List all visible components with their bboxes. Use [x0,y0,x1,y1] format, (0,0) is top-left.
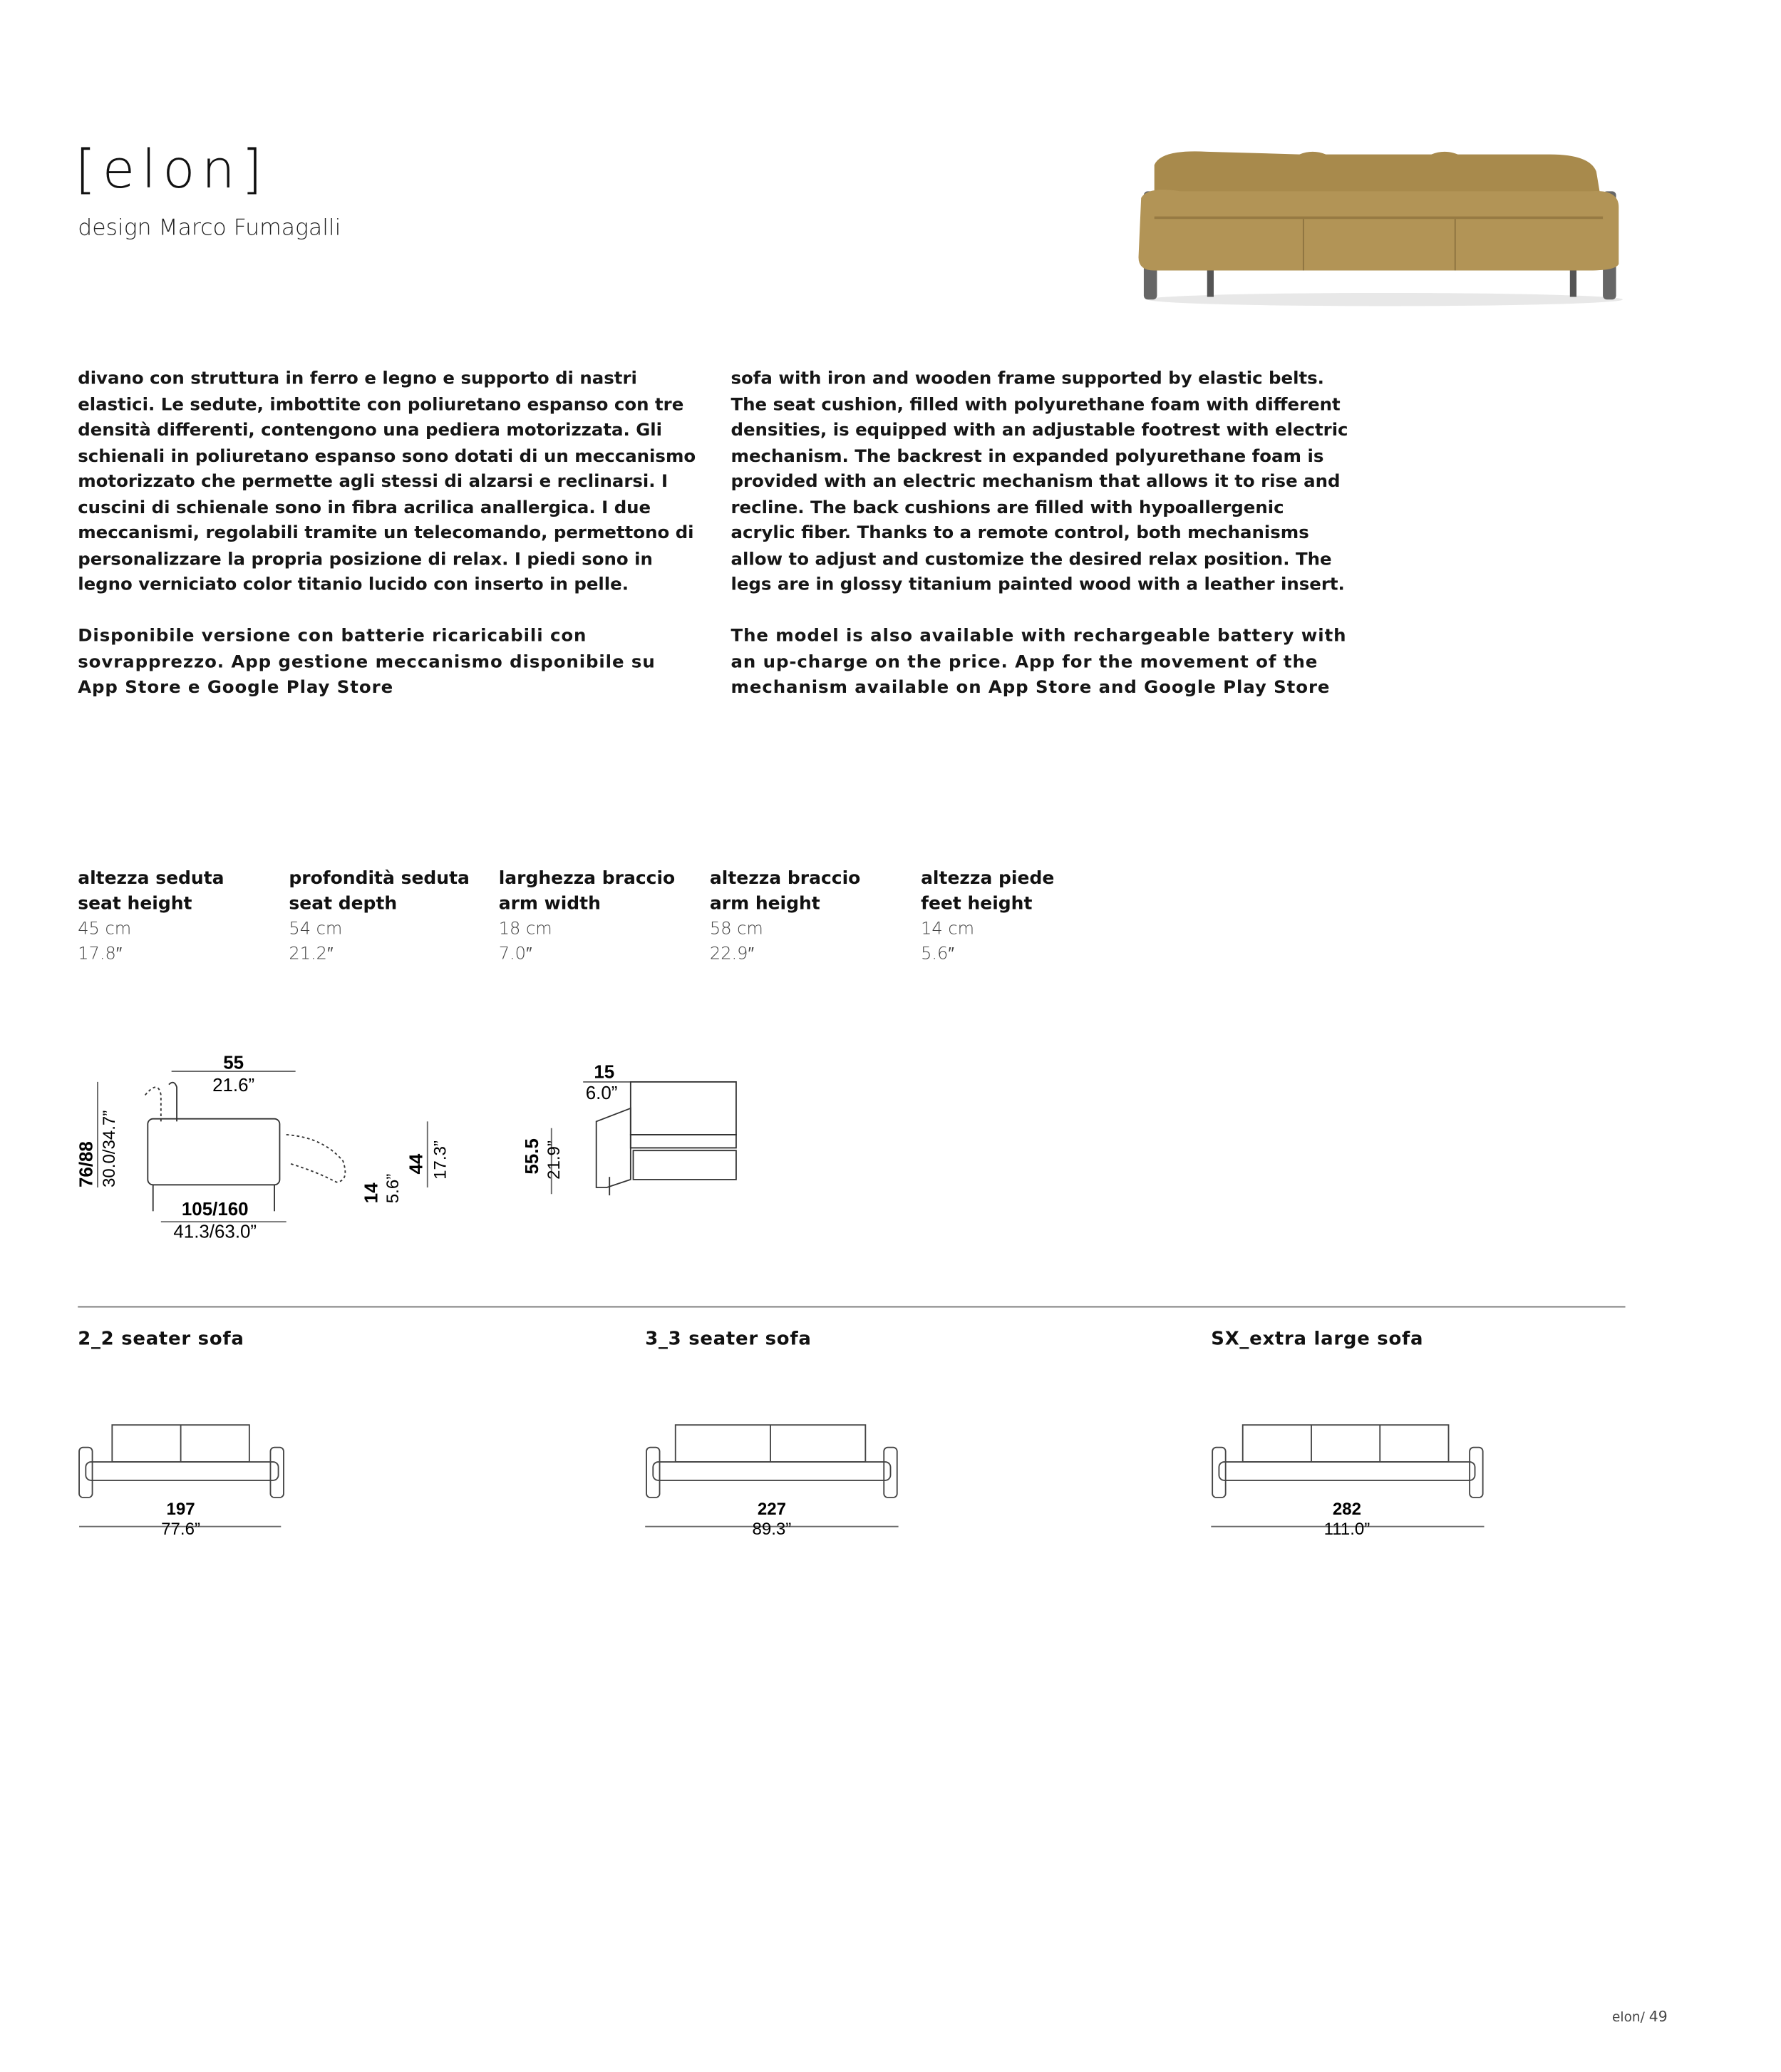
page-number: 49 [1648,2008,1668,2026]
length-in: 41.3/63.0” [173,1222,257,1242]
arm-height-in: 21.9” [544,1140,564,1180]
model-name: SX_extra large sofa [1211,1329,1424,1350]
spec-cm: 18 cm [498,919,552,939]
foot-in: 5.6” [383,1173,403,1204]
arm-width-cm: 15 [594,1062,615,1083]
height-cm: 76/88 [76,1141,97,1187]
spec-in: 22.9″ [709,944,755,965]
model-drawing-2-seater [73,1418,290,1544]
spec-label-en: feet height [921,893,1033,914]
foot-cm: 14 [361,1182,382,1204]
spec-label-en: seat height [78,893,192,914]
seat-cm: 44 [406,1153,427,1175]
length-cm: 105/160 [181,1199,249,1220]
spec-label-it: larghezza braccio [498,868,676,890]
model-width-in: 111.0” [1323,1519,1370,1539]
section-divider [78,1306,1625,1308]
description-en-note: The model is also available with rechargeable battery with an up-charge on the price. App for the movement of the mechanism available on App Store and Google Play Store [731,627,1347,699]
model-name: 2_2 seater sofa [78,1329,244,1350]
spec-in: 5.6″ [921,944,954,965]
footer-label: elon/ [1612,2011,1645,2026]
designer-credit: design Marco Fumagalli [78,215,341,242]
spec-cm: 54 cm [289,919,343,939]
spec-arm-width [499,867,710,967]
spec-in: 21.2″ [289,944,334,965]
description-it-note: Disponibile versione con batterie ricaricabili con sovrapprezzo. App gestione meccanismo disponibile su App Store e Google Play Store [78,627,656,699]
spec-cm: 14 cm [921,919,975,939]
seat-in: 17.3” [430,1140,450,1180]
depth-cm: 55 [223,1053,244,1073]
model-drawing-3-seater [640,1418,904,1544]
spec-label-it: altezza seduta [78,868,224,890]
spec-cm: 58 cm [709,919,763,939]
model-width-cm: 227 [757,1500,786,1520]
spec-in: 7.0″ [498,944,532,965]
sofa-photo [1128,138,1643,310]
spec-seat-depth [289,867,500,967]
product-title: [elon] [75,140,269,201]
spec-in: 17.8″ [78,944,123,965]
model-width-in: 77.6” [161,1519,201,1539]
spec-feet-height [921,867,1132,967]
arm-height-cm: 55.5 [522,1138,543,1175]
model-width-cm: 282 [1332,1500,1362,1520]
spec-label-en: seat depth [289,893,398,914]
description-it-text: divano con struttura in ferro e legno e supporto di nastri elastici. Le sedute, imbottite con poliuretano espanso con tre densità differenti, contengono una pediera motorizzata. Gli schienali in poliuretano espanso sono dotati di un meccanismo motorizzato che permette agli stessi di alzarsi e reclinarsi. I cuscini di schienale sono in fibra acrilica anallergica. I due meccanismi, regolabili tramite un telecomando, permettono di personalizzare la propria posizione di relax. I piedi sono in legno verniciato color titanio lucido con inserto in pelle. [78,369,696,595]
arm-width-in: 6.0” [585,1083,618,1103]
spec-label-it: profondità seduta [289,868,470,890]
height-in: 30.0/34.7” [100,1110,120,1187]
spec-seat-height [78,867,289,967]
arm-view-diagram [515,1056,752,1201]
model-width-in: 89.3” [752,1519,792,1539]
spec-label-en: arm height [709,893,820,914]
side-view-diagram [66,1042,488,1253]
spec-label-en: arm width [498,893,601,914]
model-drawing-extra-large [1206,1418,1490,1544]
description-en-text: sofa with iron and wooden frame supported by elastic belts. The seat cushion, filled with polyurethane foam with different densities, is equipped with an adjustable footrest with electric mechanism. The backrest in expanded polyurethane foam is provided with an electric mechanism that allows it to rise and recline. The back cushions are filled with hypoallergenic acrylic fiber. Thanks to a remote control, both mechanisms allow to adjust and customize the desired relax position. The legs are in glossy titanium painted wood with a leather insert. [731,369,1348,595]
spec-label-it: altezza braccio [709,868,861,890]
spec-arm-height [710,867,921,967]
model-name: 3_3 seater sofa [645,1329,812,1350]
spec-cm: 45 cm [78,919,132,939]
description-english [731,367,1351,727]
page-footer [1612,2008,1668,2025]
spec-label-it: altezza piede [921,868,1055,890]
depth-in: 21.6” [212,1075,255,1096]
model-width-cm: 197 [166,1500,195,1520]
description-italian [78,367,698,727]
